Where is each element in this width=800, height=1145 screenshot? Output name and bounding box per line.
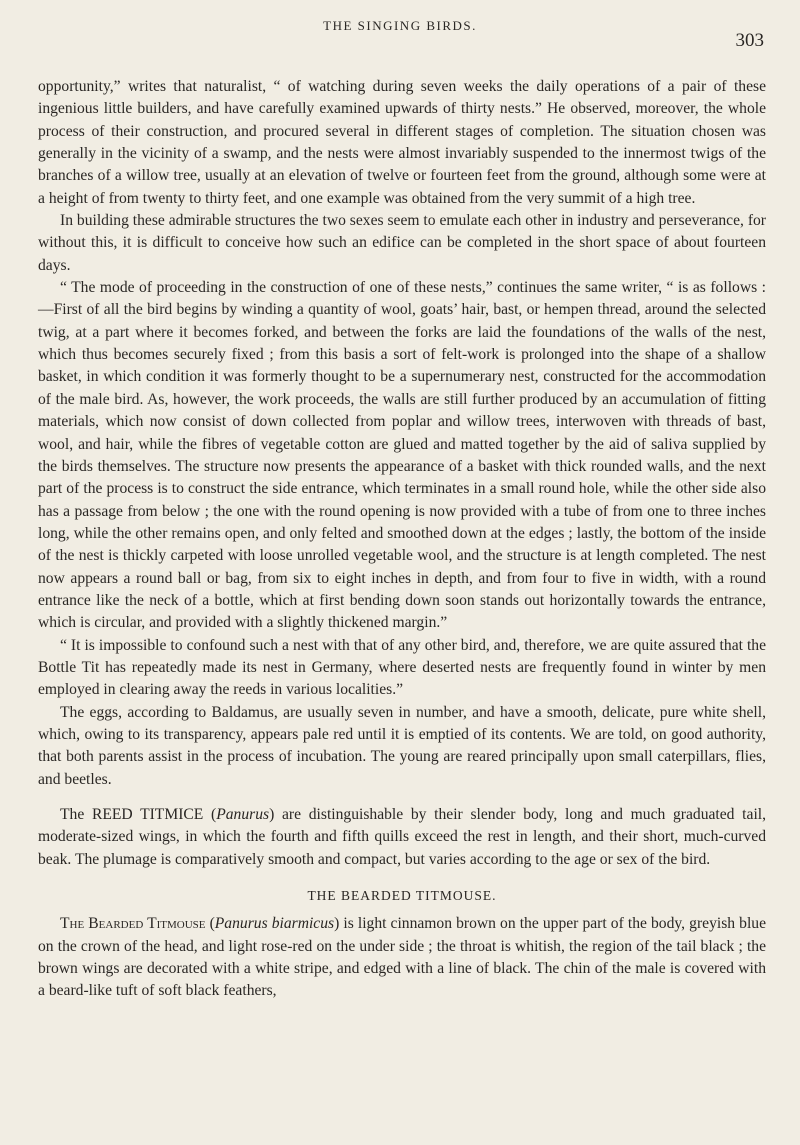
reed-rest: ) are distinguishable by their slender body, long and much graduated tail, moderate-sized wings, in which the fourth and fifth quills exceed the rest in length, and their short, much-curved beak. The plumage is comparatively smooth and compact, but varies according to the age or sex of the bird. <box>38 806 767 868</box>
paragraph-bearded-titmouse <box>38 913 766 1002</box>
running-title: THE SINGING BIRDS. <box>323 18 477 33</box>
paragraph-eggs: The eggs, according to Baldamus, are usually seven in number, and have a smooth, delicate, pure white shell, which, owing to its transparency, appears pale red until it is emptied of its contents. We are told, on good authority, that both parents assist in the process of incubation. The young are reared principally upon small caterpillars, flies, and beetles. <box>38 703 766 788</box>
genus-name: Panurus <box>216 806 270 823</box>
open-paren: ( <box>205 915 215 933</box>
paragraph-industry: In building these admirable structures the two sexes seem to emulate each other in industry and perseverance, for without this, it is difficult to conceive how such an edifice can be completed in the short space of about fourteen days. <box>38 212 766 274</box>
species-common-name: The Bearded Titmouse <box>60 915 206 933</box>
section-heading: THE BEARDED TITMOUSE. <box>307 888 497 904</box>
paragraph-reed-titmice <box>38 804 766 871</box>
species-latin-name: Panurus biarmicus <box>214 915 335 933</box>
bearded-rest: ) is light cinnamon brown on the upper part of the body, greyish blue on the crown of the head, and light rose-red on the under side ; the throat is whitish, the region of the tail black ; the brown wings are decorated with a white stripe, and edged with a line of black. The chin of the male is covered with a beard-like tuft of soft black feathers, <box>38 915 766 1000</box>
paragraph-construction-quote: “ The mode of proceeding in the construction of one of these nests,” continues the same writer, “ is as follows :—First of all the bird begins by winding a quantity of wool, goats’ hair, bast, or hempen thread, around the selected twig, at a part where it becomes forked, and between the forks are laid the foundations of the walls of the nest, which thus becomes securely fixed ; from this basis a sort of felt-work is prolonged into the shape of a shallow basket, in which condition it was formerly thought to be a supernumerary nest, constructed for the accommodation of the male bird. As, however, the work proceeds, the walls are still further produced by an accumulation of fitting materials, which now consist of down collected from poplar and willow trees, interwoven with threads of bast, wool, and hair, while the fibres of vegetable cotton are glued and matted together by the aid of saliva supplied by the birds themselves. The structure now presents the appearance of a basket with thick rounded walls, and the next part of the process is to construct the side entrance, which terminates in a small round hole, while the other side also has a passage from below ; the one with the round opening is now provided with a tube of from one to three inches long, while the other remains open, and only felted and smoothed down at the edges ; lastly, the bottom of the inside of the nest is thickly carpeted with loose unrolled vegetable wool, and the structure is at length completed. The nest now appears a round ball or bag, from six to eight inches in depth, and from four to five in width, with a round entrance like the neck of a bottle, which at first bending down soon stands out horizontally towards the entrance, which is circular, and provided with a slightly thickened margin.” <box>38 279 766 632</box>
page-number: 303 <box>735 30 764 51</box>
paragraph-nest-observations: opportunity,” writes that naturalist, “ of watching during seven weeks the daily operations of a pair of these ingenious little builders, and have carefully examined upwards of thirty nests.” He observed, moreover, the whole process of their construction, and procured several in different stages of completion. The situation chosen was generally in the vicinity of a swamp, and the nests were almost invariably suspended to the innermost twigs of the branches of a willow tree, usually at an elevation of twelve or fourteen feet from the ground, although some were at a height of from twenty to thirty feet, and one example was obtained from the very summit of a high tree. <box>38 78 766 207</box>
reed-lead: The REED TITMICE ( <box>60 806 217 823</box>
body-text <box>38 76 766 1003</box>
paragraph-bottle-tit: “ It is impossible to confound such a nest with that of any other bird, and, therefore, we are quite assured that the Bottle Tit has repeatedly made its nest in Germany, where deserted nests are frequently found in winter by men employed in clearing away the reeds in various localities.” <box>38 636 766 699</box>
